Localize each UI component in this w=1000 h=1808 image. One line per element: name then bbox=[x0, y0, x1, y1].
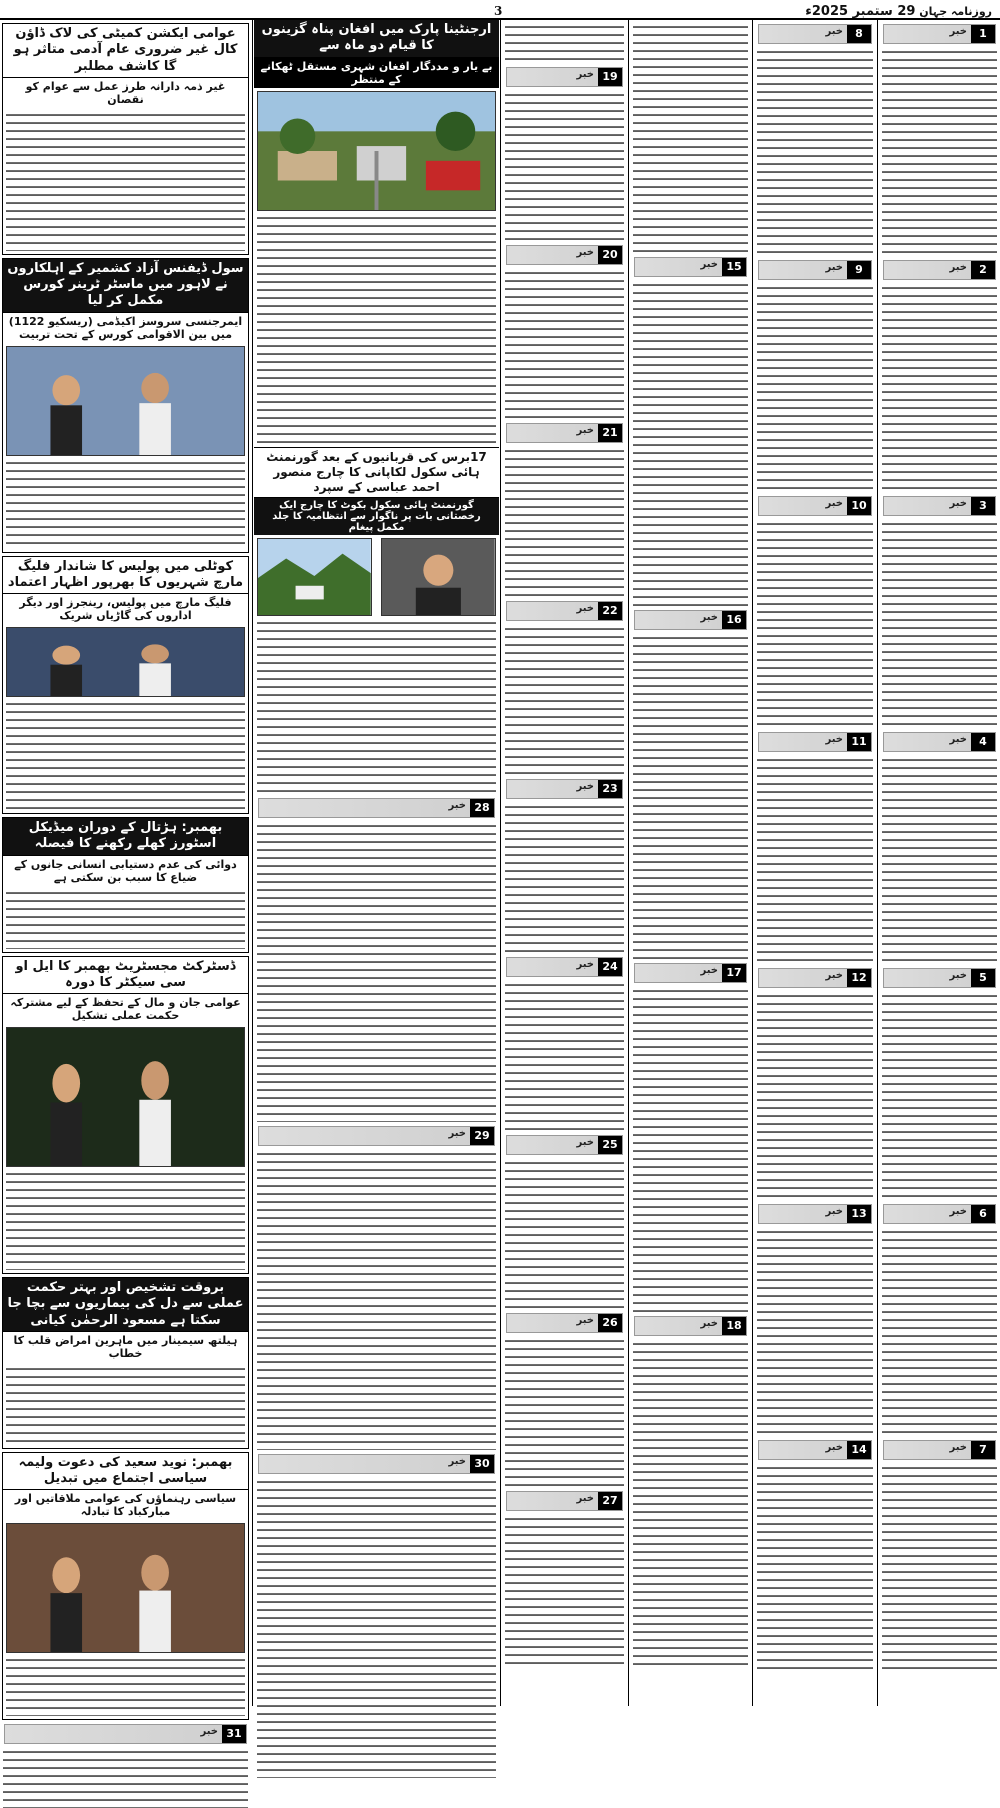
item-number-badge bbox=[634, 1316, 747, 1336]
item-tag: خبر bbox=[576, 603, 594, 614]
item-number-badge bbox=[883, 968, 996, 988]
item-number-badge bbox=[506, 779, 623, 799]
story-text bbox=[6, 1365, 245, 1445]
story-headline: ڈسٹرکٹ مجسٹریٹ بھمبر کا ایل او سی سیکٹر کا دورہ bbox=[3, 957, 248, 995]
item-number: 7 bbox=[971, 1441, 995, 1459]
column-divider bbox=[252, 20, 253, 1706]
center-top-subheadline: بے یار و مددگار افغان شہری مستقل ٹھکانے کے منتظر bbox=[254, 58, 499, 88]
story-text bbox=[6, 889, 245, 949]
mid-column bbox=[630, 20, 751, 1704]
item-tag: خبر bbox=[700, 965, 718, 976]
left-story bbox=[2, 258, 249, 553]
item-number-badge bbox=[883, 260, 996, 280]
item-number-badge bbox=[883, 24, 996, 44]
item-number-badge bbox=[4, 1724, 247, 1744]
article-text bbox=[3, 1748, 248, 1808]
article-text bbox=[505, 91, 624, 241]
article-text bbox=[633, 23, 748, 253]
article-text bbox=[757, 48, 873, 256]
item-number: 2 bbox=[971, 261, 995, 279]
item-tag: خبر bbox=[825, 498, 843, 509]
item-number: 11 bbox=[847, 733, 871, 751]
item-number-badge bbox=[758, 1440, 872, 1460]
column-divider bbox=[628, 20, 629, 1706]
item-number-badge bbox=[506, 423, 623, 443]
mid-right-column bbox=[754, 20, 876, 1704]
center-mid-article bbox=[257, 619, 496, 794]
article-text bbox=[505, 981, 624, 1131]
article-text bbox=[882, 1464, 997, 1672]
article-text bbox=[757, 284, 873, 492]
article-text bbox=[257, 1478, 496, 1778]
article-text bbox=[882, 992, 997, 1200]
item-number-badge bbox=[883, 1440, 996, 1460]
article-text bbox=[633, 987, 748, 1312]
article-text bbox=[757, 1228, 873, 1436]
item-number-badge bbox=[258, 798, 495, 818]
item-tag: خبر bbox=[576, 425, 594, 436]
story-subheadline: عوامی جان و مال کے تحفظ کے لیے مشترکہ حکمت عملی تشکیل bbox=[10, 996, 241, 1022]
item-tag: خبر bbox=[200, 1726, 218, 1738]
item-tag: خبر bbox=[700, 259, 718, 270]
article-text bbox=[882, 284, 997, 492]
item-number-badge bbox=[258, 1454, 495, 1474]
item-tag: خبر bbox=[825, 1442, 843, 1453]
center-top-headline: ارجنٹینا پارک میں افغان پناہ گزینوں کا قیام دو ماہ سے bbox=[254, 20, 499, 58]
article-text bbox=[257, 822, 496, 1122]
center-column bbox=[254, 20, 499, 1704]
column-divider bbox=[500, 20, 501, 1706]
item-number-badge bbox=[758, 496, 872, 516]
item-number-badge bbox=[506, 1491, 623, 1511]
story-headline: بھمبر: ہڑتال کے دوران میڈیکل اسٹورز کھلے رکھنے کا فیصلہ bbox=[3, 818, 248, 856]
news-photo bbox=[6, 627, 245, 697]
story-headline: بروقت تشخیص اور بہتر حکمت عملی سے دل کی بیماریوں سے بچا جا سکتا ہے مسعود الرحمٰن کیانی bbox=[3, 1278, 248, 1332]
article-text bbox=[882, 756, 997, 964]
story-text bbox=[6, 1170, 245, 1270]
item-number-badge bbox=[506, 1313, 623, 1333]
item-tag: خبر bbox=[700, 1318, 718, 1329]
item-number: 10 bbox=[847, 497, 871, 515]
item-tag: خبر bbox=[700, 612, 718, 623]
story-subheadline: سیاسی رہنماؤں کی عوامی ملاقاتیں اور مبارکباد کا تبادلہ bbox=[14, 1492, 237, 1519]
item-tag: خبر bbox=[825, 970, 843, 981]
item-tag: خبر bbox=[576, 781, 594, 792]
item-number-badge bbox=[758, 260, 872, 280]
item-tag: خبر bbox=[825, 734, 843, 745]
page-number: 3 bbox=[494, 4, 503, 18]
item-number: 23 bbox=[598, 780, 622, 798]
item-tag: خبر bbox=[949, 1206, 967, 1217]
item-number: 29 bbox=[470, 1127, 494, 1145]
article-text bbox=[505, 447, 624, 597]
item-tag: خبر bbox=[448, 1455, 466, 1467]
left-story bbox=[2, 1452, 249, 1721]
item-tag: خبر bbox=[576, 1315, 594, 1326]
item-number: 25 bbox=[598, 1136, 622, 1154]
item-number: 12 bbox=[847, 969, 871, 987]
left-story bbox=[2, 23, 249, 255]
item-tag: خبر bbox=[576, 247, 594, 258]
item-number: 8 bbox=[847, 25, 871, 43]
article-text bbox=[757, 756, 873, 964]
article-text bbox=[757, 520, 873, 728]
item-number-badge bbox=[258, 1126, 495, 1146]
left-story bbox=[2, 556, 249, 815]
item-number-badge bbox=[634, 610, 747, 630]
center-mid-headline: 17برس کی قربانیوں کے بعد گورنمنٹ ہائی سکول لکاپانی کا چارج منصور احمد عباسی کے سپرد bbox=[254, 447, 499, 498]
item-number: 26 bbox=[598, 1314, 622, 1332]
column-divider bbox=[877, 20, 878, 1706]
story-subheadline: ایمرجنسی سروسز اکیڈمی (ریسکیو 1122) میں بین الاقوامی کورس کے تحت تربیت bbox=[8, 314, 243, 341]
item-number: 6 bbox=[971, 1205, 995, 1223]
item-number-badge bbox=[506, 957, 623, 977]
news-photo bbox=[6, 1523, 245, 1653]
item-tag: خبر bbox=[949, 1442, 967, 1453]
center-numbered-items bbox=[254, 798, 499, 1778]
story-subheadline: فلیگ مارچ میں پولیس، رینجرز اور دیگر اداروں کی گاڑیاں شریک bbox=[19, 596, 232, 622]
article-text bbox=[633, 281, 748, 606]
item-number-badge bbox=[758, 732, 872, 752]
item-number: 18 bbox=[722, 1317, 746, 1335]
item-number: 17 bbox=[722, 964, 746, 982]
item-number: 30 bbox=[470, 1455, 494, 1473]
item-tag: خبر bbox=[576, 1493, 594, 1504]
item-number: 16 bbox=[722, 611, 746, 629]
story-subheadline: غیر ذمہ دارانہ طرز عمل سے عوام کو نقصان bbox=[25, 79, 226, 106]
story-subheadline: ہیلتھ سیمینار میں ماہرین امراض قلب کا خطاب bbox=[13, 1333, 238, 1360]
item-number-badge bbox=[634, 257, 747, 277]
news-photo bbox=[6, 1027, 245, 1167]
article-text bbox=[633, 1340, 748, 1665]
article-text bbox=[505, 1337, 624, 1487]
item-number: 3 bbox=[971, 497, 995, 515]
item-number-badge bbox=[506, 245, 623, 265]
article-text bbox=[505, 1159, 624, 1309]
item-number-badge bbox=[883, 1204, 996, 1224]
news-photo bbox=[6, 346, 245, 456]
center-mid-subheadline: گورنمنٹ ہائی سکول بکوٹ کا چارج ایک رخصتانی بات پر ناگوار سے انتظامیہ کا جلد مکمل پیغام bbox=[254, 498, 499, 535]
item-tag: خبر bbox=[949, 970, 967, 981]
article-text bbox=[757, 992, 873, 1200]
article-text bbox=[882, 520, 997, 728]
item-number: 22 bbox=[598, 602, 622, 620]
item-number-badge bbox=[883, 496, 996, 516]
left-column bbox=[0, 20, 251, 1741]
article-text bbox=[257, 1150, 496, 1450]
item-number: 14 bbox=[847, 1441, 871, 1459]
article-text bbox=[505, 1515, 624, 1665]
masthead bbox=[805, 4, 992, 19]
story-headline: کوٹلی میں پولیس کا شاندار فلیگ مارچ شہریوں کا بھرپور اظہار اعتماد bbox=[3, 557, 248, 595]
article-text bbox=[505, 269, 624, 419]
story-text bbox=[6, 700, 245, 810]
article-text bbox=[757, 1464, 873, 1672]
item-number-badge bbox=[758, 1204, 872, 1224]
story-text bbox=[6, 111, 245, 251]
item-tag: خبر bbox=[448, 1127, 466, 1139]
article-text bbox=[505, 803, 624, 953]
item-tag: خبر bbox=[949, 734, 967, 745]
item-number-badge bbox=[506, 67, 623, 87]
item-number: 9 bbox=[847, 261, 871, 279]
right-column bbox=[879, 20, 1000, 1704]
left-story bbox=[2, 956, 249, 1275]
item-number: 24 bbox=[598, 958, 622, 976]
person-photo bbox=[381, 538, 496, 616]
item-number: 28 bbox=[470, 799, 494, 817]
item-number: 27 bbox=[598, 1492, 622, 1510]
item-number-badge bbox=[758, 968, 872, 988]
item-tag: خبر bbox=[576, 959, 594, 970]
item-number-badge bbox=[883, 732, 996, 752]
masthead-paper: روزنامہ جہانِ bbox=[919, 5, 992, 18]
item-number-badge bbox=[506, 601, 623, 621]
landscape-photo bbox=[257, 538, 372, 616]
article-text bbox=[505, 625, 624, 775]
story-text bbox=[6, 1656, 245, 1716]
item-tag: خبر bbox=[825, 1206, 843, 1217]
mid-left-column bbox=[502, 20, 627, 1704]
item-number-badge bbox=[634, 963, 747, 983]
article-text bbox=[882, 48, 997, 256]
item-tag: خبر bbox=[825, 262, 843, 273]
article-text bbox=[882, 1228, 997, 1436]
item-number: 1 bbox=[971, 25, 995, 43]
center-top-article bbox=[257, 214, 496, 444]
story-headline: سول ڈیفنس آزاد کشمیر کے اہلکاروں نے لاہور میں ماسٹر ٹرینر کورس مکمل کر لیا bbox=[3, 259, 248, 313]
item-tag: خبر bbox=[949, 498, 967, 509]
item-number-badge bbox=[758, 24, 872, 44]
item-number: 19 bbox=[598, 68, 622, 86]
masthead-date: 29 ستمبر 2025ء bbox=[805, 4, 916, 19]
item-number-badge bbox=[506, 1135, 623, 1155]
item-number: 4 bbox=[971, 733, 995, 751]
story-subheadline: دوائی کی عدم دستیابی انسانی جانوں کے ضیاع کا سبب بن سکتی ہے bbox=[14, 857, 237, 884]
item-tag: خبر bbox=[949, 26, 967, 37]
camp-photo bbox=[257, 91, 496, 211]
item-number: 21 bbox=[598, 424, 622, 442]
center-mid-photos bbox=[257, 538, 496, 616]
item-tag: خبر bbox=[448, 799, 466, 811]
column-divider bbox=[752, 20, 753, 1706]
item-number: 5 bbox=[971, 969, 995, 987]
left-story bbox=[2, 1277, 249, 1449]
item-tag: خبر bbox=[576, 69, 594, 80]
story-headline: عوامی ایکشن کمیٹی کی لاک ڈاؤن کال غیر ضروری عام آدمی متاثر ہو گا کاشف مطلبر bbox=[3, 24, 248, 78]
item-number: 31 bbox=[222, 1725, 246, 1743]
item-tag: خبر bbox=[576, 1137, 594, 1148]
item-number: 15 bbox=[722, 258, 746, 276]
item-tag: خبر bbox=[949, 262, 967, 273]
story-headline: بھمبر: نوید سعید کی دعوت ولیمہ سیاسی اجتماع میں تبدیل bbox=[3, 1453, 248, 1491]
item-number: 20 bbox=[598, 246, 622, 264]
left-story bbox=[2, 817, 249, 953]
article-text bbox=[505, 23, 624, 63]
item-tag: خبر bbox=[825, 26, 843, 37]
article-text bbox=[633, 634, 748, 959]
story-text bbox=[6, 459, 245, 549]
item-number: 13 bbox=[847, 1205, 871, 1223]
